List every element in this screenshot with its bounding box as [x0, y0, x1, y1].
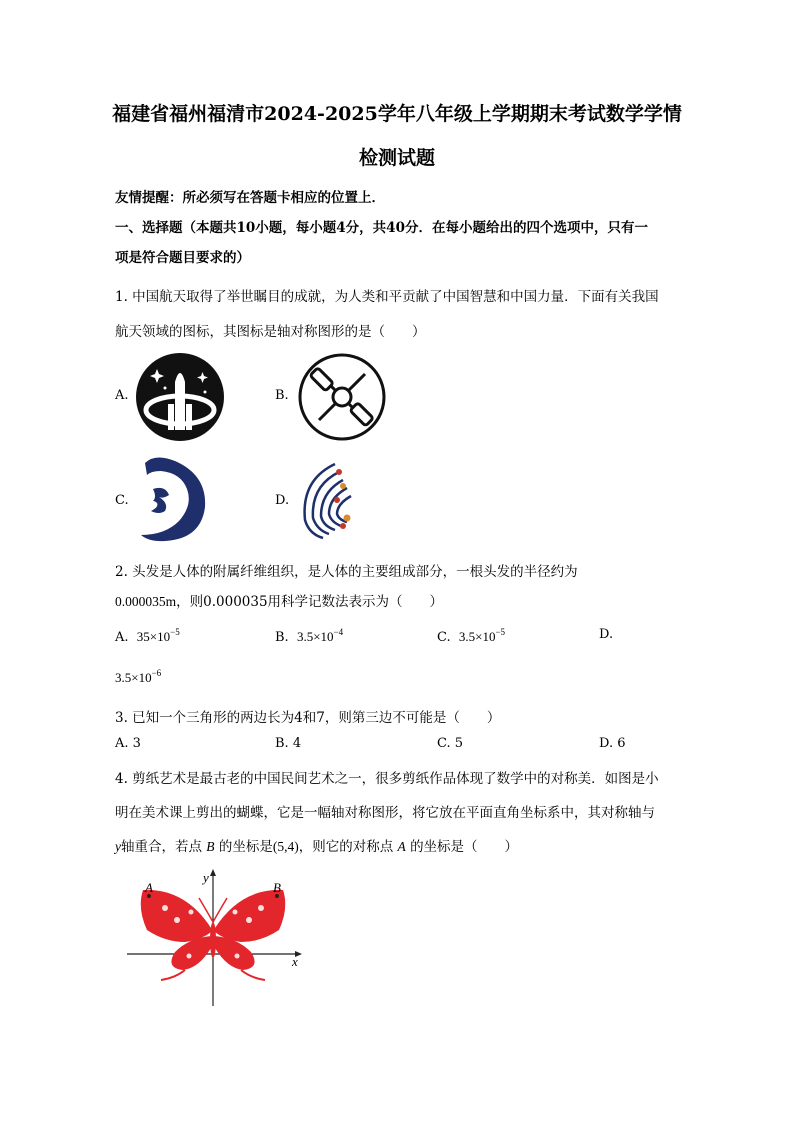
orbit-logo-icon	[295, 460, 370, 540]
q4-stem-line-3: y轴重合，若点 B 的坐标是(5,4)，则它的对称点 A 的坐标是（ ）	[115, 839, 519, 855]
q1-option-b-label: B.	[275, 388, 289, 403]
q1-stem-line-1: 1. 中国航天取得了举世瞩目的成就，为人类和平贡献了中国智慧和中国力量．下面有关我国	[115, 289, 659, 305]
rocket-logo-icon	[135, 352, 225, 442]
q3-stem: 3. 已知一个三角形的两边长为4和7，则第三边不可能是（ ）	[115, 710, 501, 726]
q4-stem-line-2: 明在美术课上剪出的蝴蝶，它是一幅轴对称图形，将它放在平面直角坐标系中，其对称轴与	[115, 805, 655, 821]
q2-option-d-label: D.	[599, 627, 614, 642]
x-axis-label: x	[292, 954, 298, 969]
q1-option-c-label: C.	[115, 493, 129, 508]
q3-option-a: A. 3	[115, 736, 141, 751]
q2-stem-line-1: 2. 头发是人体的附属纤维组织，是人体的主要组成部分，一根头发的半径约为	[115, 564, 578, 580]
section1-heading-line-2: 项是符合题目要求的）	[115, 250, 250, 266]
q3-option-c: C. 5	[437, 736, 464, 751]
q1-option-d-label: D.	[275, 493, 290, 508]
q3-option-d: D. 6	[599, 736, 626, 751]
q2-option-a: A. $35\times 10^{-5}$	[115, 627, 180, 645]
q2-option-d-value: $3.5\times 10^{-6}$	[115, 668, 162, 685]
q2-option-c: C. $3.5\times 10^{-5}$	[437, 627, 506, 645]
q2-option-b: B. $3.5\times 10^{-4}$	[275, 627, 344, 645]
y-axis-label: y	[203, 870, 209, 885]
point-a-label: A	[145, 880, 153, 895]
exam-title-line-2: 检测试题	[358, 147, 435, 169]
q4-stem-line-1: 4. 剪纸艺术是最古老的中国民间艺术之一，很多剪纸作品体现了数学中的对称美．如图是小	[115, 771, 659, 787]
q2-stem-rest: ，则0.000035用科学记数法表示为（ ）	[176, 594, 444, 610]
section1-heading-line-1: 一、选择题（本题共10小题，每小题4分，共40分．在每小题给出的四个选项中，只有一	[115, 220, 648, 236]
butterfly-coordinate-figure	[125, 868, 310, 1008]
point-b-label: B	[273, 880, 281, 895]
satellite-logo-icon	[297, 352, 387, 442]
exam-title-line-1: 福建省福州福清市2024-2025学年八年级上学期期末考试数学学情	[112, 103, 682, 125]
moon-logo-icon	[135, 455, 210, 545]
q2-value: 0.000035m	[115, 594, 177, 609]
q2-stem-line-2	[115, 590, 443, 610]
q1-stem-line-2: 航天领域的图标，其图标是轴对称图形的是（ ）	[115, 324, 426, 340]
q3-option-b: B. 4	[275, 736, 302, 751]
q1-option-a-label: A.	[115, 388, 129, 403]
tip-text: 友情提醒：所必须写在答题卡相应的位置上．	[115, 190, 385, 206]
